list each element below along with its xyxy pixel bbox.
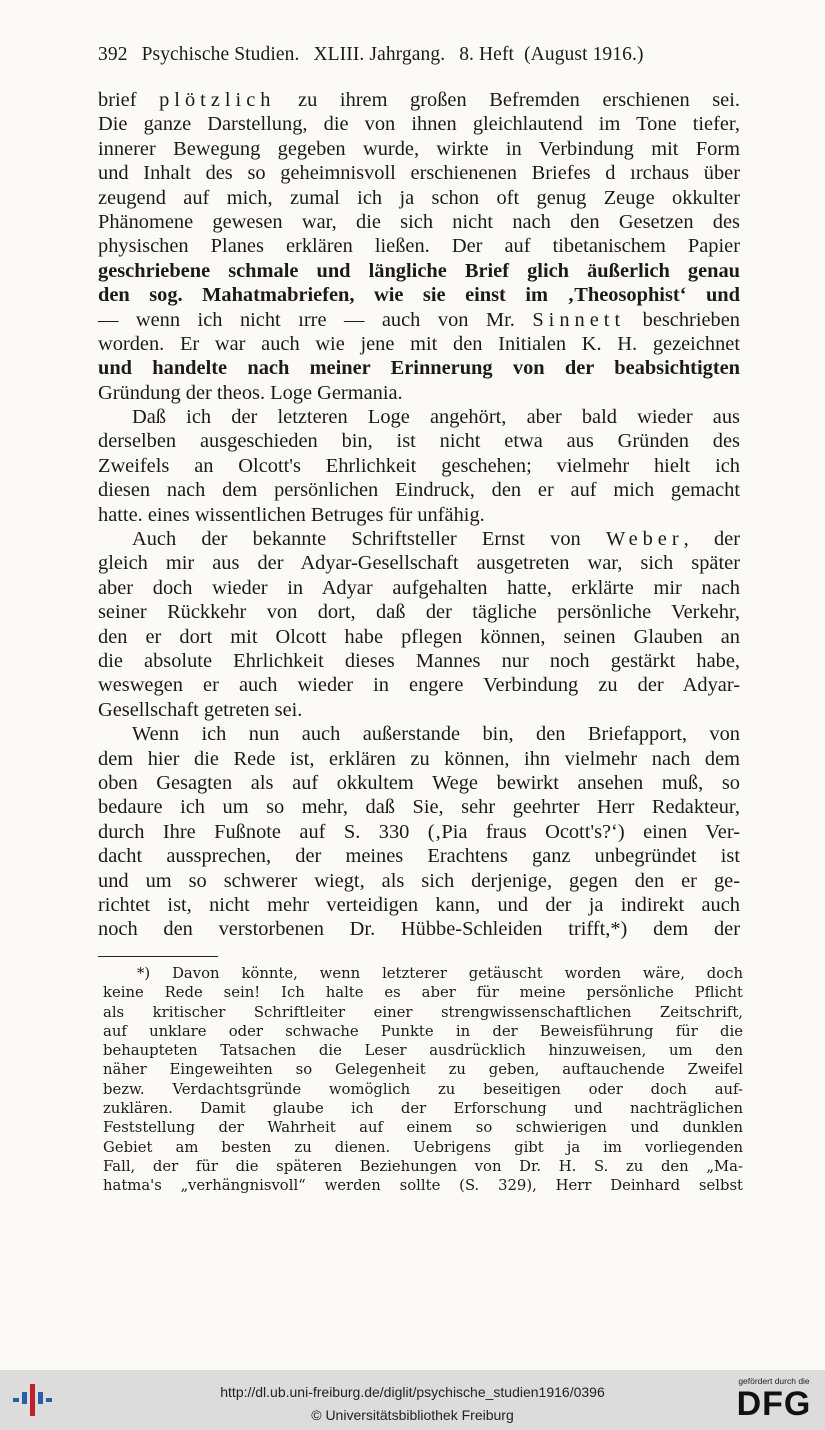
dfg-logo-text: DFG [736,1385,812,1423]
body-line: und Inhalt des so geheimnisvoll erschienenen Briefes d ırchaus über [98,162,740,185]
issue-label: 8. Heft [459,44,515,65]
body-line: zeugend auf mich, zumal ich ja schon oft genug Zeuge okkulter [98,186,740,209]
body-line: durch Ihre Fußnote auf S. 330 (‚Pia fraus Ocott's?‘) einen Ver- [98,820,740,843]
body-line: worden. Er war auch wie jene mit den Initialen K. H. gezeichnet [98,332,740,355]
issue-date: (August 1916.) [524,44,644,65]
text-fragment: brief [98,89,160,111]
footnote-rule [98,956,218,957]
body-line: und handelte nach meiner Erinnerung von der beabsichtigten [98,357,740,380]
permalink[interactable]: http://dl.ub.uni-freiburg.de/diglit/psychische_studien1916/0396 [220,1384,605,1400]
emphasized-name: Weber [605,528,684,551]
footnote-line: Feststellung der Wahrheit auf einem so schwierigen und dunklen [103,1119,743,1137]
body-line: diesen nach dem persönlichen Eindruck, den er auf mich gemacht [98,479,740,502]
emphasized-name: plötzlich [159,89,276,111]
footnote [103,964,743,1196]
body-line [98,88,740,112]
body-line: Gründung der theos. Loge Germania. [98,381,403,404]
body-line: noch den verstorbenen Dr. Hübbe-Schleiden trifft,*) dem der [98,918,740,941]
body-line: Phänomene gewesen war, die sich nicht nach den Gesetzen des [98,210,740,233]
copyright-notice: © Universitätsbibliothek Freiburg [311,1407,514,1423]
dfg-funding-logo[interactable] [730,1376,818,1426]
footnote-line: als kritischer Schriftleiter einer strengwissenschaftlichen Zeitschrift, [103,1003,743,1021]
journal-title: Psychische Studien. [141,44,300,65]
body-line: innerer Bewegung gegeben wurde, wirkte in Verbindung mit Form [98,137,740,160]
body-line: Zweifels an Olcott's Ehrlichkeit geschehen; vielmehr hielt ich [98,454,740,477]
body-line [98,308,740,332]
running-header [98,44,738,74]
text-fragment: Auch der bekannte Schriftsteller Ernst von [132,528,606,551]
body-line: den er dort mit Olcott habe pflegen können, seinen Glauben an [98,625,740,648]
funding-note: gefördert durch die [738,1376,810,1386]
body-line: richtet ist, nicht mehr verteidigen kann, und der ja indirekt auch [98,893,740,916]
body-line: seiner Rückkehr von dort, daß der tägliche persönliche Verkehr, [98,601,740,624]
main-text [98,88,740,942]
body-line: Gesellschaft getreten sei. [98,698,303,721]
text-fragment: — wenn ich nicht ırre — auch von Mr. [98,308,533,331]
body-line: den sog. Mahatmabriefen, wie sie einst im ‚Theosophist‘ und [98,284,740,307]
body-line: Die ganze Darstellung, die von ihnen gleichlautend im Tone tiefer, [98,113,740,136]
body-line: weswegen er auch wieder in engere Verbindung zu der Adyar- [98,674,740,697]
footnote-line: näher Eingeweihten so Gelegenheit zu geben, auftauchende Zweifel [103,1061,743,1079]
footnote-line: behaupteten Tatsachen die Leser ausdrücklich hinzuweisen, um den [103,1042,743,1060]
body-line: die absolute Ehrlichkeit dieses Mannes nur noch gestärkt habe, [98,649,740,672]
text-fragment: zu ihrem großen Befremden erschienen sei. [275,89,740,111]
page-number: 392 [98,44,128,65]
volume-label: XLIII. Jahrgang. [313,44,446,65]
footnote-line: *) Davon könnte, wenn letzterer getäuscht worden wäre, doch [137,965,743,982]
body-line: geschriebene schmale und längliche Brief glich äußerlich genau [98,259,740,282]
body-line: dacht aussprechen, der meines Erachtens ganz unbegründet ist [98,845,740,868]
text-fragment: , der [683,528,740,551]
footnote-line: keine Rede sein! Ich halte es aber für meine persönliche Pflicht [103,984,743,1002]
viewer-footer [0,1370,825,1430]
footnote-line: Gebiet am besten zu dienen. Uebrigens gibt ja im vorliegenden [103,1138,743,1156]
body-line: physischen Planes erklären ließen. Der auf tibetanischem Papier [98,235,740,258]
footnote-line: Fall, der für die späteren Beziehungen von Dr. H. S. zu den „Ma- [103,1157,743,1175]
body-line: Wenn ich nun auch außerstande bin, den Briefapport, von [132,723,740,746]
body-line: gleich mir aus der Adyar-Gesellschaft ausgetreten war, sich später [98,552,740,575]
footnote-line: hatma's „verhängnisvoll“ werden sollte (S. 329), Herr Deinhard selbst [103,1177,743,1195]
text-fragment: beschrieben [625,308,740,331]
body-line [98,527,740,551]
footnote-line: bezw. Verdachtsgründe womöglich zu beseitigen oder doch auf- [103,1080,743,1098]
body-line: bedaure ich um so mehr, daß Sie, sehr geehrter Herr Redakteur, [98,796,740,819]
body-line: aber doch wieder in Adyar aufgehalten hatte, erklärte mir nach [98,576,740,599]
body-line: Daß ich der letzteren Loge angehört, aber bald wieder aus [132,406,740,429]
emphasized-name: Sinnett [532,308,626,331]
footnote-line: zuklären. Damit glaube ich der Erforschung und nachträglichen [103,1100,743,1118]
body-line: oben Gesagten als auf okkultem Wege bewirkt ansehen muß, so [98,771,740,794]
body-line: und um so schwerer wiegt, als sich derjenige, gegen den er ge- [98,869,740,892]
body-line: hatte. eines wissentlichen Betruges für unfähig. [98,503,485,526]
body-line: derselben ausgeschieden bin, ist nicht etwa aus Gründen des [98,430,740,453]
body-line: dem hier die Rede ist, erklären zu können, ihn vielmehr nach dem [98,747,740,770]
footnote-line: auf unklare oder schwache Punkte in der Beweisführung für die [103,1022,743,1040]
